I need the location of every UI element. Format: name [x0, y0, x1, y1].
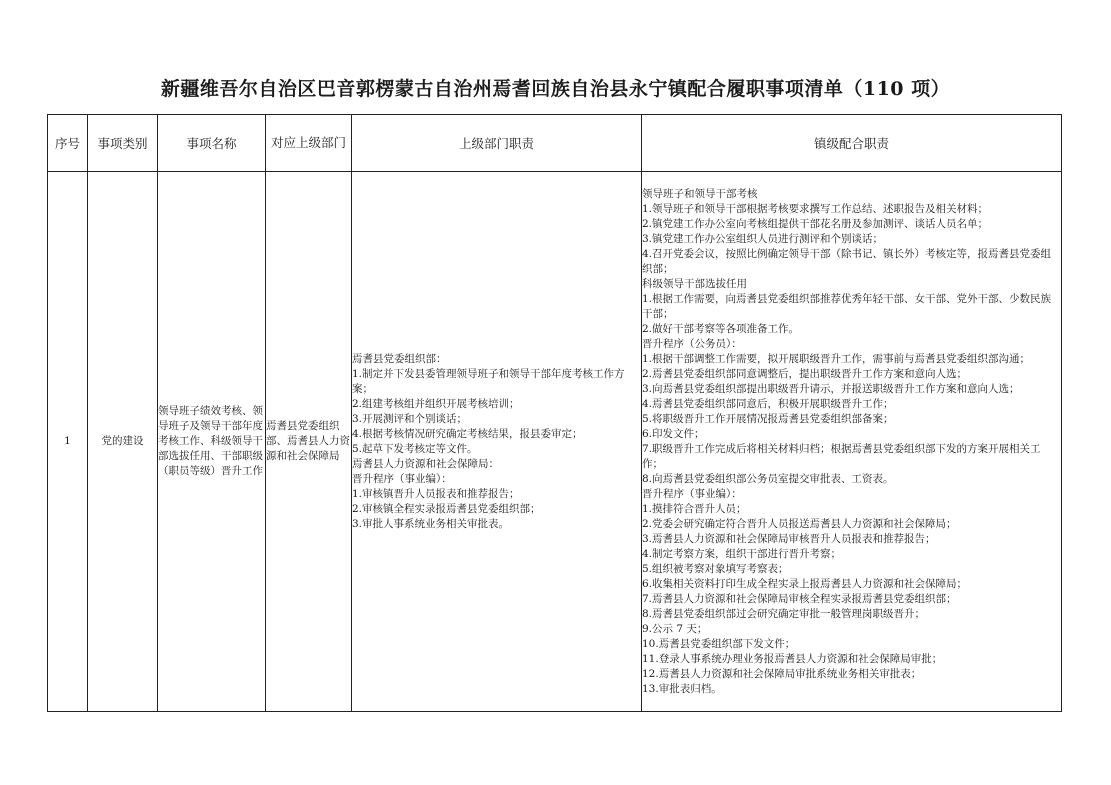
cell-town-duty	[642, 172, 1062, 712]
duty-line: 9.公示 7 天；	[642, 622, 708, 635]
header-dept-label: 对应上级部门	[270, 135, 346, 150]
duty-line: 4.制定考察方案，组织干部进行晋升考察；	[642, 547, 842, 560]
cell-superior-duty	[352, 172, 642, 712]
duty-line: 3.镇党建工作办公室组织人员进行测评和个别谈话；	[642, 232, 884, 245]
duty-line: 8.焉耆县党委组织部过会研究确定审批一般管理岗职级晋升；	[642, 607, 926, 620]
cell-seq: 1	[48, 172, 88, 712]
duty-line: 2.焉耆县党委组织部同意调整后，提出职级晋升工作方案和意向人选；	[642, 367, 968, 380]
duty-line: 2.党委会研究确定符合晋升人员报送焉耆县人力资源和社会保障局；	[642, 517, 957, 530]
duty-line: 科级领导干部选拔任用	[642, 277, 747, 290]
header-dept	[266, 115, 352, 172]
duty-line: 4.召开党委会议，按照比例确定领导干部（除书记、镇长外）考核定等，报焉耆县党委组织部；	[642, 247, 1052, 275]
duty-line: 3.审批人事系统业务相关审批表。	[352, 517, 510, 530]
duty-line: 2.审核镇全程实录报焉耆县党委组织部；	[352, 502, 541, 515]
duty-line: 4.根据考核情况研究确定考核结果，报县委审定；	[352, 427, 583, 440]
duty-line: 3.开展测评和个别谈话；	[352, 412, 468, 425]
duty-line: 6.印发文件；	[642, 427, 705, 440]
duty-line: 1.领导班子和领导干部根据考核要求撰写工作总结、述职报告及相关材料；	[642, 202, 989, 215]
duty-line: 5.组织被考察对象填写考察表；	[642, 562, 789, 575]
duty-line: 晋升程序（公务员）：	[642, 337, 742, 350]
duty-line: 11.登录人事系统办理业务报焉耆县人力资源和社会保障局审批；	[642, 652, 943, 665]
duty-line: 领导班子和领导干部考核	[642, 187, 758, 200]
duty-line: 2.做好干部考察等各项准备工作。	[642, 322, 800, 335]
cell-dept: 焉耆县党委组织部、焉耆县人力资源和社会保障局	[266, 172, 352, 712]
cell-category: 党的建设	[88, 172, 158, 712]
duty-line: 3.焉耆县人力资源和社会保障局审核晋升人员报表和推荐报告；	[642, 532, 936, 545]
duty-line: 7.焉耆县人力资源和社会保障局审核全程实录报焉耆县党委组织部；	[642, 592, 957, 605]
header-item-name: 事项名称	[158, 115, 266, 172]
header-seq: 序号	[48, 115, 88, 172]
duty-line: 2.镇党建工作办公室向考核组提供干部花名册及参加测评、谈话人员名单；	[642, 217, 989, 230]
cell-item-name: 领导班子绩效考核、领导班子及领导干部年度考核工作、科级领导干部选拔任用、干部职级（职员等级）晋升工作	[158, 172, 266, 712]
document-title: 新疆维吾尔自治区巴音郭楞蒙古自治州焉耆回族自治县永宁镇配合履职事项清单（110 项）	[160, 78, 951, 100]
duty-line: 1.根据工作需要，向焉耆县党委组织部推荐优秀年轻干部、女干部、党外干部、少数民族干部；	[642, 292, 1052, 320]
duty-line: 晋升程序（事业编）：	[352, 472, 452, 485]
duty-line: 3.向焉耆县党委组织部提出职级晋升请示，并报送职级晋升工作方案和意向人选；	[642, 382, 1020, 395]
duty-line: 13.审批表归档。	[642, 682, 722, 695]
duty-line: 10.焉耆县党委组织部下发文件；	[642, 637, 796, 650]
table-header-row	[48, 115, 1062, 172]
duty-line: 2.组建考核组并组织开展考核培训；	[352, 397, 520, 410]
duty-line: 7.职级晋升工作完成后将相关材料归档；根据焉耆县党委组织部下发的方案开展相关工作；	[642, 442, 1041, 470]
table-row	[48, 172, 1062, 712]
superior-duty-lines	[352, 352, 641, 532]
duty-line: 5.将职级晋升工作开展情况报焉耆县党委组织部备案；	[642, 412, 894, 425]
duty-line: 1.审核镇晋升人员报表和推荐报告；	[352, 487, 520, 500]
duty-line: 焉耆县人力资源和社会保障局：	[352, 457, 499, 470]
duty-line: 1.制定并下发县委管理领导班子和领导干部年度考核工作方案；	[352, 367, 625, 395]
duty-line: 1.根据干部调整工作需要，拟开展职级晋升工作，需事前与焉耆县党委组织部沟通；	[642, 352, 1031, 365]
duty-line: 8.向焉耆县党委组织部公务员室提交审批表、工资表。	[642, 472, 894, 485]
duty-line: 1.摸排符合晋升人员；	[642, 502, 747, 515]
duty-line: 晋升程序（事业编）：	[642, 487, 742, 500]
duty-line: 焉耆县党委组织部：	[352, 352, 447, 365]
duty-line: 6.收集相关资料打印生成全程实录上报焉耆县人力资源和社会保障局；	[642, 577, 968, 590]
duty-table	[47, 114, 1062, 712]
duty-line: 12.焉耆县人力资源和社会保障局审批系统业务相关审批表；	[642, 667, 922, 680]
header-town-duty: 镇级配合职责	[642, 115, 1062, 172]
town-duty-lines	[642, 187, 1061, 697]
duty-line: 5.起草下发考核定等文件。	[352, 442, 478, 455]
header-category: 事项类别	[88, 115, 158, 172]
header-superior-duty: 上级部门职责	[352, 115, 642, 172]
duty-line: 4.焉耆县党委组织部同意后，积极开展职级晋升工作；	[642, 397, 894, 410]
